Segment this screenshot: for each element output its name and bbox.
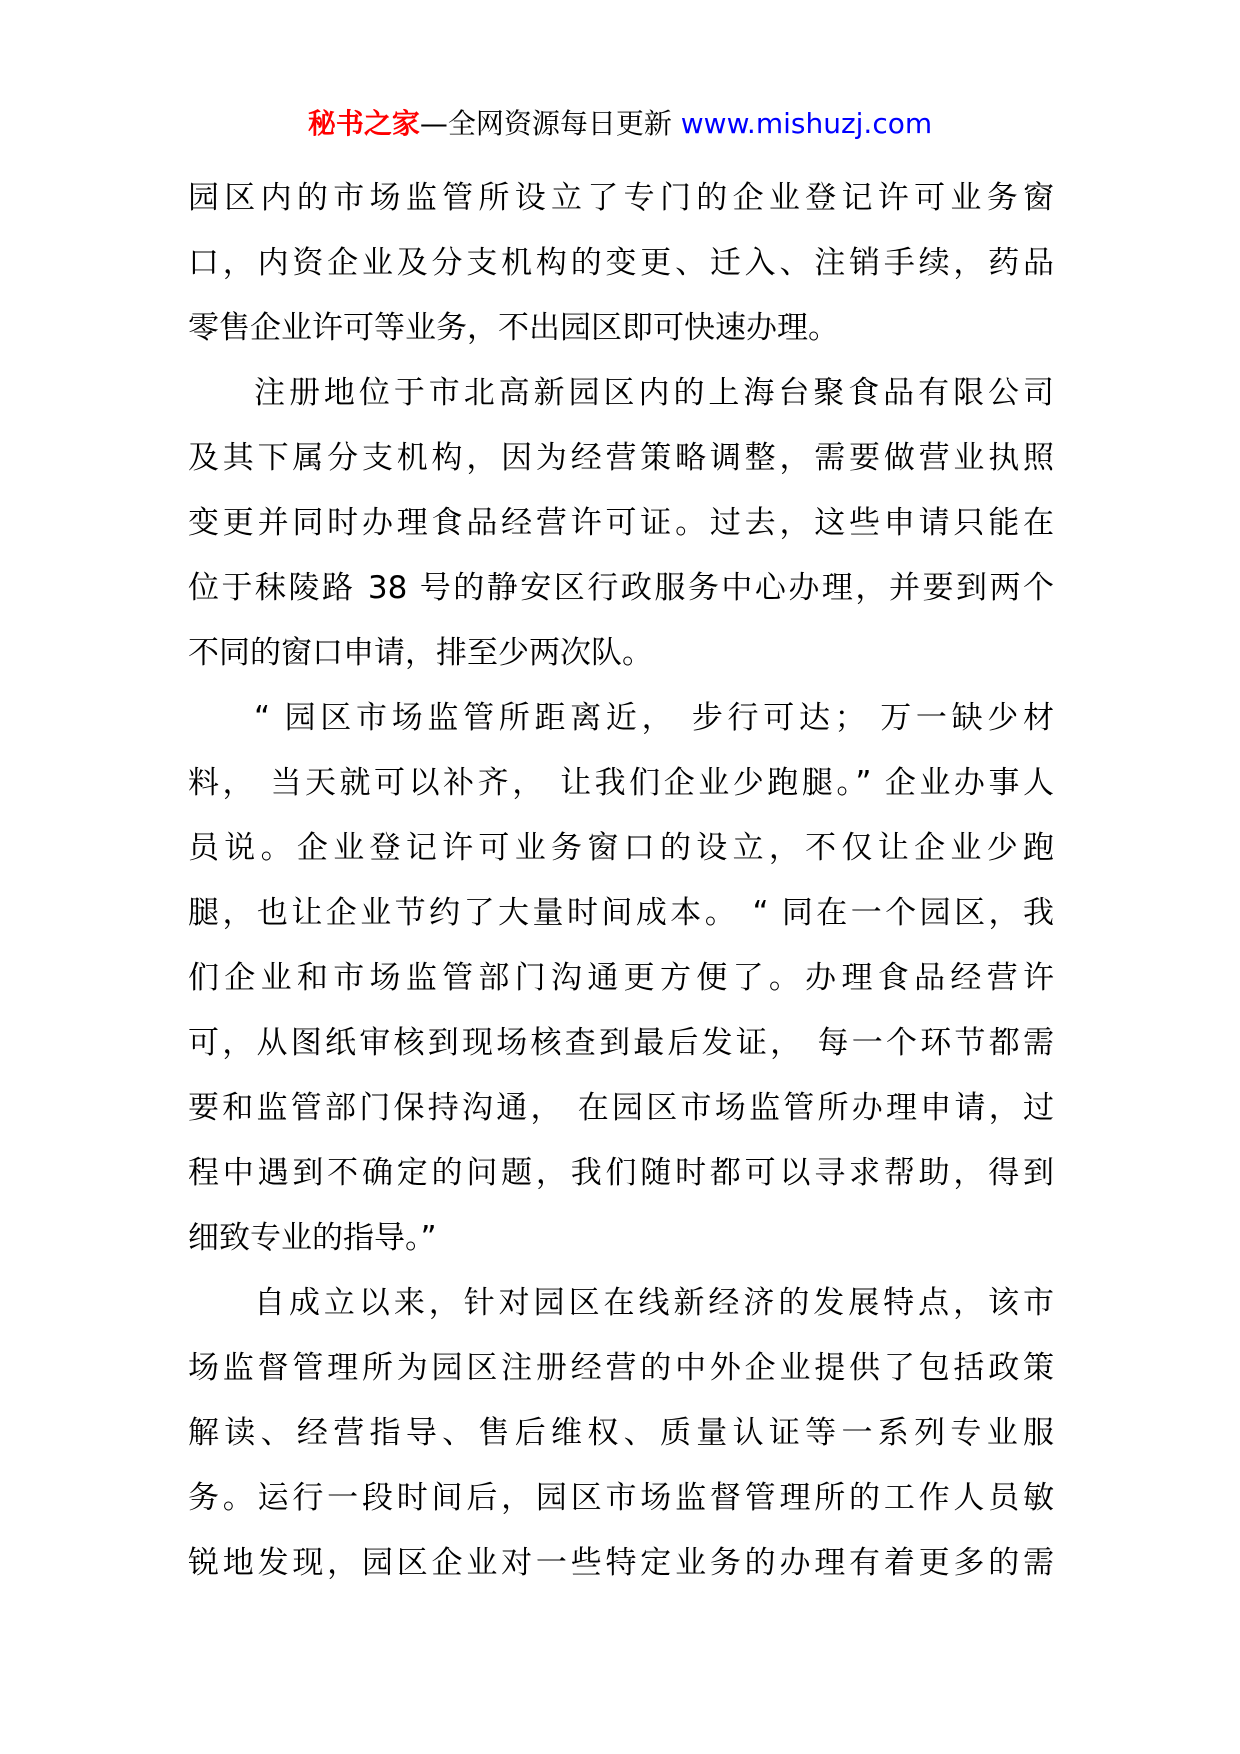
text-line: 零售企业许可等业务，不出园区即可快速办理。 — [188, 310, 839, 346]
page-header — [0, 104, 1240, 144]
text-line: 细致专业的指导。” — [188, 1220, 437, 1256]
text-line: 腿，也让企业节约了大量时间成本。 “ 同在一个园区，我 — [188, 895, 1054, 931]
text-line: 员说。企业登记许可业务窗口的设立，不仅让企业少跑 — [188, 830, 1054, 866]
article-body — [188, 166, 1054, 1596]
text-line: 场监督管理所为园区注册经营的中外企业提供了包括政策 — [188, 1350, 1054, 1386]
text-line: 解读、经营指导、售后维权、质量认证等一系列专业服 — [188, 1415, 1054, 1451]
header-brand: 秘书之家 — [307, 107, 420, 140]
text-line: “ 园区市场监管所距离近， 步行可达； 万一缺少材 — [254, 700, 1054, 736]
text-line: 自成立以来，针对园区在线新经济的发展特点，该市 — [254, 1285, 1054, 1321]
header-url[interactable]: www.mishuzj.com — [680, 107, 933, 140]
text-line: 园区内的市场监管所设立了专门的企业登记许可业务窗 — [188, 180, 1054, 216]
text-line: 锐地发现，园区企业对一些特定业务的办理有着更多的需 — [188, 1545, 1054, 1581]
text-line: 及其下属分支机构，因为经营策略调整，需要做营业执照 — [188, 440, 1054, 476]
text-line: 们企业和市场监管部门沟通更方便了。办理食品经营许 — [188, 960, 1054, 996]
text-line: 程中遇到不确定的问题，我们随时都可以寻求帮助，得到 — [188, 1155, 1054, 1191]
text-line: 可，从图纸审核到现场核查到最后发证， 每一个环节都需 — [188, 1025, 1054, 1061]
header-tagline: —全网资源每日更新 — [419, 107, 681, 140]
text-line: 不同的窗口申请，排至少两次队。 — [188, 635, 653, 671]
text-line: 料， 当天就可以补齐， 让我们企业少跑腿。” 企业办事人 — [188, 765, 1054, 801]
text-line: 位于秣陵路 38 号的静安区行政服务中心办理，并要到两个 — [188, 570, 1054, 606]
text-line: 口，内资企业及分支机构的变更、迁入、注销手续，药品 — [188, 245, 1054, 281]
text-line: 变更并同时办理食品经营许可证。过去，这些申请只能在 — [188, 505, 1054, 541]
text-line: 要和监管部门保持沟通， 在园区市场监管所办理申请，过 — [188, 1090, 1054, 1126]
text-line: 注册地位于市北高新园区内的上海台聚食品有限公司 — [254, 375, 1054, 411]
text-line: 务。运行一段时间后，园区市场监督管理所的工作人员敏 — [188, 1480, 1054, 1516]
